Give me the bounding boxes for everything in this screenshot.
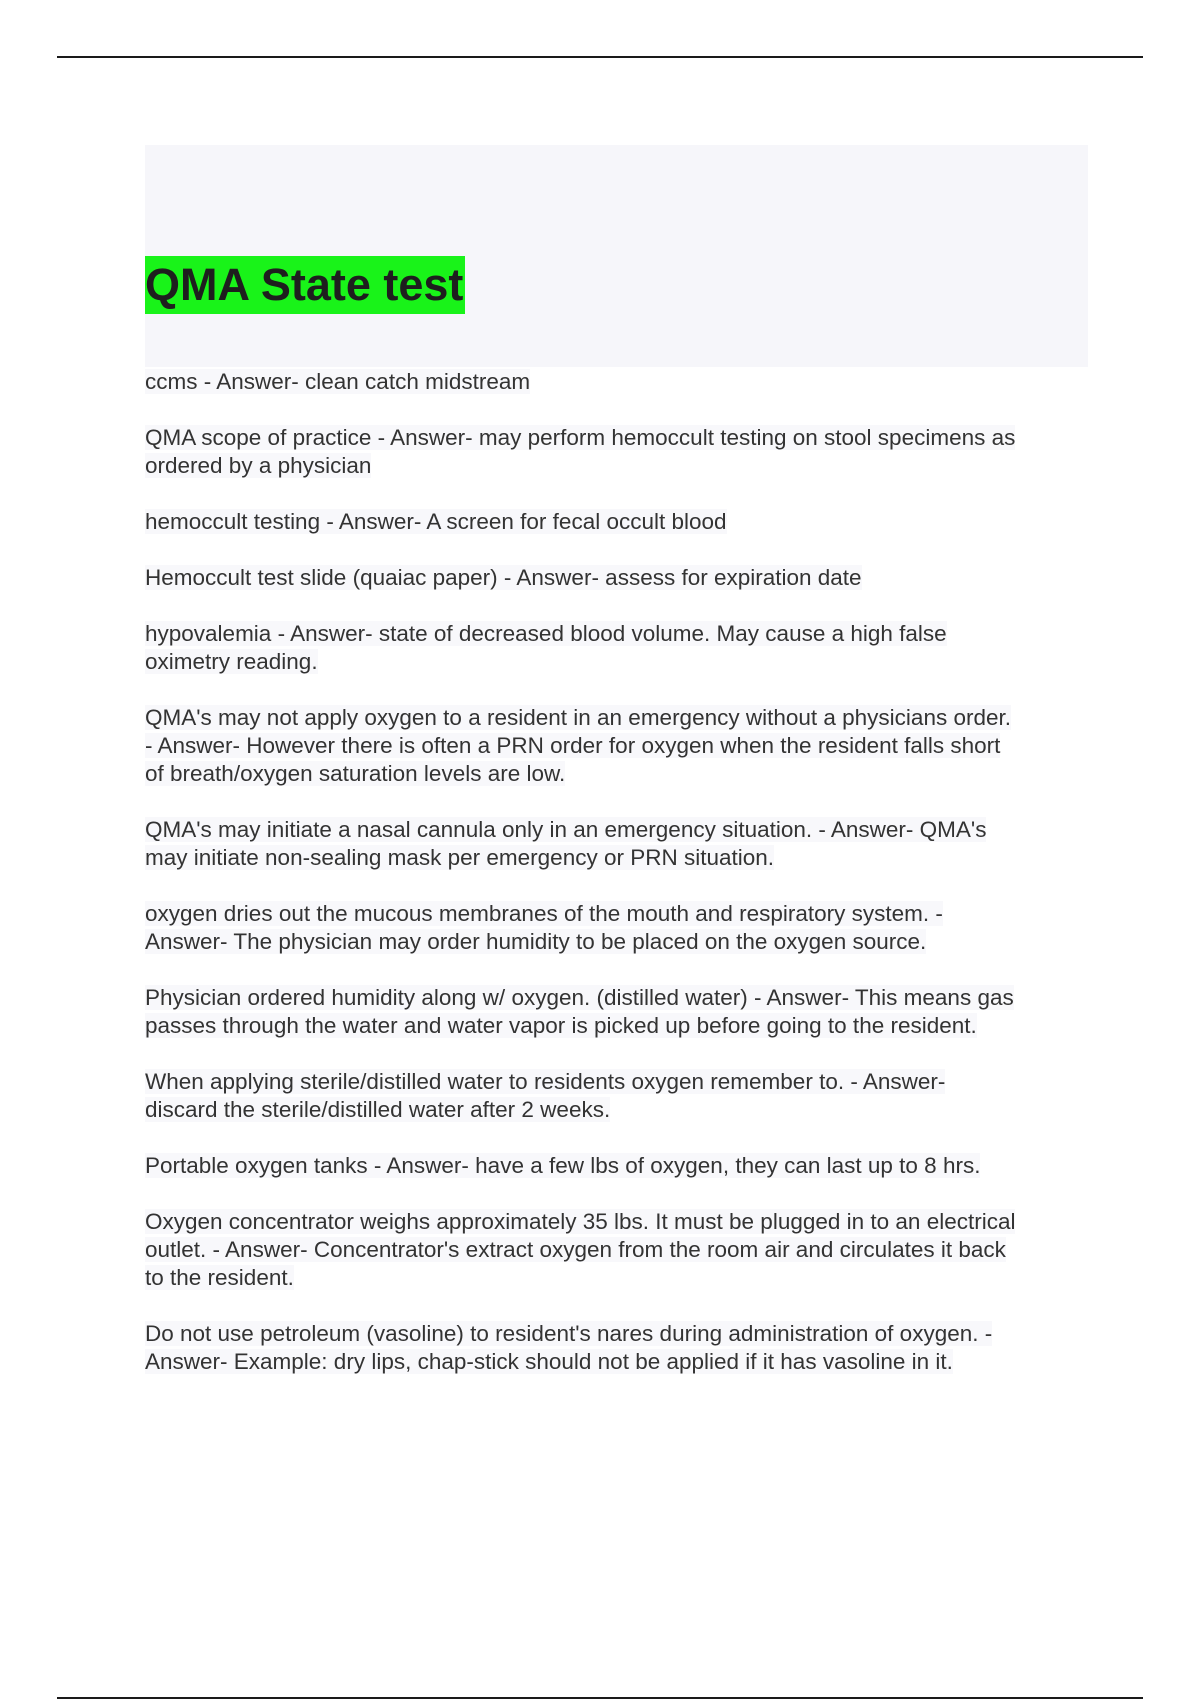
qa-item-text: hemoccult testing - Answer- A screen for fecal occult blood <box>145 509 727 534</box>
qa-item-text: QMA's may initiate a nasal cannula only in an emergency situation. - Answer- QMA's may initiate non-sealing mask per emergency or PRN situation. <box>145 817 987 870</box>
qa-item <box>145 620 1095 676</box>
qa-item-text: Do not use petroleum (vasoline) to resident's nares during administration of oxygen. - Answer- Example: dry lips, chap-stick should not be applied if it has vasoline in it. <box>145 1321 993 1374</box>
qa-item <box>145 1152 1095 1180</box>
qa-item-text: hypovalemia - Answer- state of decreased blood volume. May cause a high false oximetry reading. <box>145 621 947 674</box>
qa-item-text: Portable oxygen tanks - Answer- have a few lbs of oxygen, they can last up to 8 hrs. <box>145 1153 981 1178</box>
qa-item <box>145 508 1095 536</box>
qa-item-text: QMA's may not apply oxygen to a resident in an emergency without a physicians order. - Answer- However there is often a PRN order for oxygen when the resident falls short of breath/oxygen saturation levels are low. <box>145 705 1011 786</box>
qa-item-text: Hemoccult test slide (quaiac paper) - Answer- assess for expiration date <box>145 565 862 590</box>
page-title: QMA State test <box>145 256 465 314</box>
qa-item <box>145 1320 1095 1376</box>
bottom-rule <box>57 1697 1143 1699</box>
qa-list <box>145 368 1095 1404</box>
qa-item-text: QMA scope of practice - Answer- may perform hemoccult testing on stool specimens as ordered by a physician <box>145 425 1016 478</box>
qa-item <box>145 984 1095 1040</box>
qa-item <box>145 900 1095 956</box>
qa-item <box>145 424 1095 480</box>
qa-item <box>145 564 1095 592</box>
qa-item <box>145 368 1095 396</box>
qa-item <box>145 816 1095 872</box>
top-rule <box>57 56 1143 58</box>
qa-item <box>145 704 1095 788</box>
qa-item-text: When applying sterile/distilled water to residents oxygen remember to. - Answer- discard the sterile/distilled water after 2 weeks. <box>145 1069 946 1122</box>
qa-item <box>145 1068 1095 1124</box>
qa-item-text: Oxygen concentrator weighs approximately 35 lbs. It must be plugged in to an electrical outlet. - Answer- Concentrator's extract oxygen from the room air and circulates it back to the resident. <box>145 1209 1016 1290</box>
qa-item-text: ccms - Answer- clean catch midstream <box>145 369 531 394</box>
qa-item <box>145 1208 1095 1292</box>
qa-item-text: Physician ordered humidity along w/ oxygen. (distilled water) - Answer- This means gas passes through the water and water vapor is picked up before going to the resident. <box>145 985 1014 1038</box>
qa-item-text: oxygen dries out the mucous membranes of the mouth and respiratory system. - Answer- The physician may order humidity to be placed on the oxygen source. <box>145 901 943 954</box>
